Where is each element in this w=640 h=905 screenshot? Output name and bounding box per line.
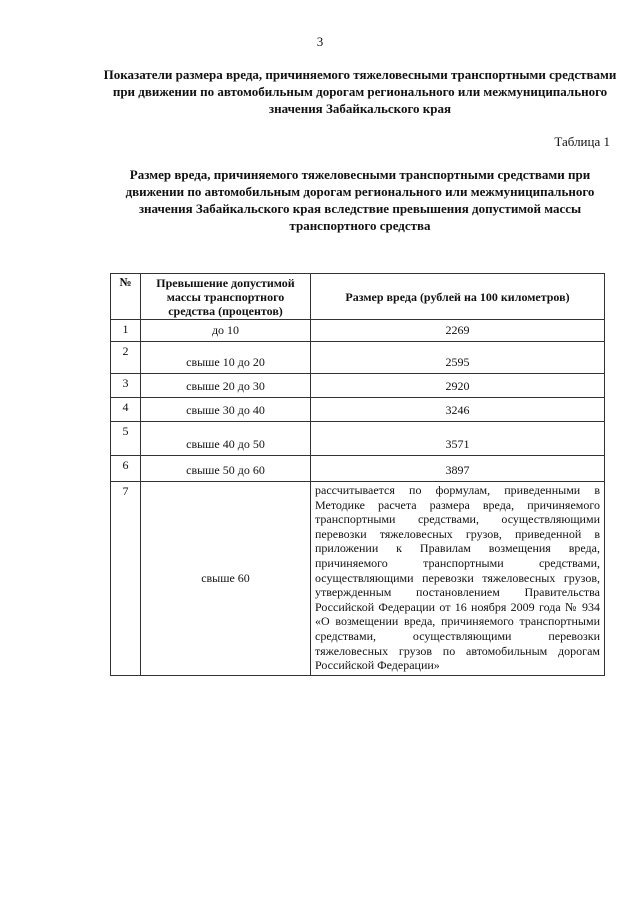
damage-table xyxy=(110,273,605,676)
row-num: 5 xyxy=(111,422,141,456)
row-amount: 3246 xyxy=(311,398,605,422)
table-row xyxy=(111,456,605,482)
row-excess: свыше 60 xyxy=(141,482,311,676)
row-excess: свыше 20 до 30 xyxy=(141,374,311,398)
row-amount-note: рассчитывается по формулам, приведенными в Методике расчета размера вреда, причиняемого транспортными средствами, осуществляющими перевозки тяжеловесных грузов, приведенной в приложении к Правилам возмещения вреда, причиняемого транспортными средствами, осуществляющими перевозки тяжеловесных грузов, утвержденным постановлением Правительства Российской Федерации от 16 ноября 2009 года № 934 «О возмещении вреда, причиняемого транспортными средствами, осуществляющими перевозки тяжеловесных грузов по автомобильным дорогам Российской Федерации» xyxy=(311,482,605,676)
row-excess: свыше 10 до 20 xyxy=(141,342,311,374)
row-num: 1 xyxy=(111,320,141,342)
table-row xyxy=(111,320,605,342)
row-num: 6 xyxy=(111,456,141,482)
row-excess: свыше 30 до 40 xyxy=(141,398,311,422)
table-row xyxy=(111,374,605,398)
row-excess: до 10 xyxy=(141,320,311,342)
table-row xyxy=(111,482,605,676)
table-title: Размер вреда, причиняемого тяжеловесными транспортными средствами при движении по автомобильным дорогам регионального или межмуниципального значения Забайкальского края вследствие превышения допустимой массы транспортного средства xyxy=(125,167,595,233)
header-amount: Размер вреда (рублей на 100 километров) xyxy=(311,274,605,320)
row-amount: 2920 xyxy=(311,374,605,398)
row-num: 3 xyxy=(111,374,141,398)
row-amount: 3571 xyxy=(311,422,605,456)
row-amount: 2269 xyxy=(311,320,605,342)
header-num: № xyxy=(111,274,141,320)
row-num: 7 xyxy=(111,482,141,676)
table-row xyxy=(111,342,605,374)
page-number: 3 xyxy=(316,34,324,49)
row-num: 4 xyxy=(111,398,141,422)
table-row xyxy=(111,422,605,456)
section-heading: Показатели размера вреда, причиняемого тяжеловесными транспортными средствами при движении по автомобильным дорогам регионального или межмуниципального значения Забайкальского края xyxy=(103,67,617,116)
header-excess: Превышение допустимой массы транспортного средства (процентов) xyxy=(141,274,311,320)
row-amount: 2595 xyxy=(311,342,605,374)
table-label: Таблица 1 xyxy=(554,134,610,149)
row-excess: свыше 50 до 60 xyxy=(141,456,311,482)
table-header-row xyxy=(111,274,605,320)
table-row xyxy=(111,398,605,422)
row-num: 2 xyxy=(111,342,141,374)
row-amount: 3897 xyxy=(311,456,605,482)
row-excess: свыше 40 до 50 xyxy=(141,422,311,456)
